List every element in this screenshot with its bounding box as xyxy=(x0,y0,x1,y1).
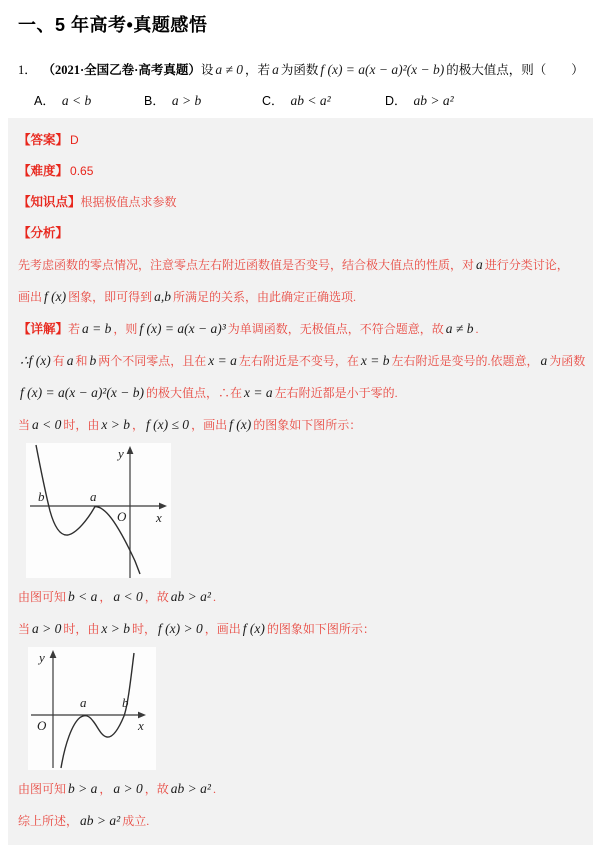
solution-line xyxy=(18,218,585,249)
text-segment: a < 0 xyxy=(113,589,143,604)
text-segment: 根据极值点求参数 xyxy=(80,195,177,209)
solution-line xyxy=(18,187,585,218)
option-b-math: a > b xyxy=(171,93,202,108)
text-segment: ，画出 xyxy=(191,418,228,432)
solution-line xyxy=(18,805,585,837)
text-segment: ab > a² xyxy=(170,781,211,796)
text-segment: x > b xyxy=(101,621,131,636)
text-segment: 进行分类讨论， xyxy=(484,258,569,272)
text-segment: ，若 xyxy=(245,63,271,77)
zero-label-b: b xyxy=(122,695,129,710)
solution-lines-bottom xyxy=(18,773,585,837)
text-segment: f (x) xyxy=(44,289,67,304)
solution-lines-top xyxy=(18,125,585,441)
text-segment: 若 xyxy=(68,322,81,336)
text-segment: ，故 xyxy=(144,590,169,604)
solution-line xyxy=(18,581,585,613)
text-segment: 左右附近都是小于零的. xyxy=(274,386,398,400)
text-segment: 当 xyxy=(18,622,31,636)
text-segment: 先考虑函数的零点情况，注意零点左右附近函数值是否变号，结合极大值点的性质，对 xyxy=(18,258,475,272)
text-segment: ， xyxy=(99,782,112,796)
solution-line xyxy=(18,409,585,441)
text-segment: b < a xyxy=(68,589,98,604)
text-segment: 左右附近是变号的.依题意， xyxy=(391,354,539,368)
text-segment: a ≠ 0 xyxy=(215,62,244,77)
text-segment: 图象，即可得到 xyxy=(68,290,153,304)
text-segment: a xyxy=(66,353,74,368)
text-segment: a xyxy=(476,257,483,272)
text-segment: 1． xyxy=(18,63,37,77)
axis-label-x: x xyxy=(156,510,162,525)
option-d-letter: D． xyxy=(385,94,407,108)
text-segment: x > b xyxy=(101,417,131,432)
text-segment: x = a xyxy=(208,353,237,368)
text-segment: a,b xyxy=(154,289,172,304)
option-a-math: a < b xyxy=(61,93,92,108)
text-segment: 所满足的关系，由此确定正确选项. xyxy=(173,290,357,304)
tangent-label-a: a xyxy=(80,695,87,710)
text-segment: 为函数 xyxy=(549,354,586,368)
cubic-curve xyxy=(61,653,134,768)
solution-line xyxy=(18,281,585,313)
option-c-letter: C． xyxy=(262,94,284,108)
origin-label: O xyxy=(117,509,127,524)
text-segment: a ≠ b xyxy=(445,321,474,336)
solution-line xyxy=(18,313,585,345)
axis-label-y: y xyxy=(39,650,45,665)
text-segment: （2021·全国乙卷·高考真题） xyxy=(48,63,201,77)
text-segment: ∴f (x) xyxy=(20,353,51,368)
question-text xyxy=(18,60,596,80)
option-c-math: ab < a² xyxy=(290,93,331,108)
text-segment: D xyxy=(70,133,79,147)
origin-label: O xyxy=(37,718,47,733)
option-a xyxy=(34,92,144,110)
tangent-label-a: a xyxy=(90,489,97,504)
option-d-math: ab > a² xyxy=(413,93,454,108)
solution-line xyxy=(18,249,585,281)
text-segment: 【知识点】 xyxy=(18,195,81,209)
text-segment: a xyxy=(272,62,279,77)
text-segment: a = b xyxy=(82,321,112,336)
text-segment: ，则 xyxy=(113,322,138,336)
text-segment: 的图象如下图所示： xyxy=(253,418,362,432)
text-segment: 成立. xyxy=(122,814,150,828)
text-segment: 【答案】 xyxy=(18,133,69,147)
text-segment: 的极大值点，∴在 xyxy=(145,386,242,400)
option-c xyxy=(262,92,385,110)
text-segment: 时， xyxy=(132,622,157,636)
text-segment: . xyxy=(475,322,479,336)
text-segment: . xyxy=(212,782,216,796)
y-axis-arrow-icon xyxy=(50,650,57,658)
text-segment: 【分析】 xyxy=(18,226,69,240)
zero-label-b: b xyxy=(38,489,45,504)
solution-line xyxy=(18,613,585,645)
text-segment: 为函数 xyxy=(280,63,319,77)
text-segment: 两个不同零点，且在 xyxy=(98,354,207,368)
text-segment: f (x) = a(x − a)²(x − b) xyxy=(20,385,144,400)
text-segment: ab > a² xyxy=(170,589,211,604)
answer-solution-block xyxy=(8,118,593,845)
text-segment: f (x) xyxy=(229,417,252,432)
text-segment: a > 0 xyxy=(32,621,62,636)
option-b xyxy=(144,92,262,110)
text-segment: ，画出 xyxy=(204,622,241,636)
text-segment: 由图可知 xyxy=(18,590,67,604)
options-row xyxy=(34,92,610,110)
text-segment: b xyxy=(89,353,97,368)
text-segment: b > a xyxy=(68,781,98,796)
text-segment: 和 xyxy=(75,354,88,368)
text-segment: 画出 xyxy=(18,290,43,304)
text-segment: 综上所述， xyxy=(18,814,79,828)
option-d xyxy=(385,92,454,110)
text-segment: 设 xyxy=(200,63,214,77)
text-segment: x = a xyxy=(243,385,273,400)
text-segment: f (x) ≤ 0 xyxy=(146,417,190,432)
text-segment: a xyxy=(540,353,548,368)
solution-line xyxy=(18,773,585,805)
text-segment: 当 xyxy=(18,418,31,432)
text-segment: f (x) = a(x − a)³ xyxy=(139,321,226,336)
text-segment: 的图象如下图所示： xyxy=(266,622,375,636)
axis-label-y: y xyxy=(118,446,124,461)
axis-label-x: x xyxy=(138,718,144,733)
text-segment: 时，由 xyxy=(63,622,100,636)
solution-line xyxy=(18,125,585,156)
text-segment: 【难度】 xyxy=(18,164,69,178)
text-segment: f (x) xyxy=(242,621,265,636)
text-segment: . xyxy=(212,590,216,604)
option-a-letter: A． xyxy=(34,94,55,108)
solution-line xyxy=(18,156,585,187)
text-segment: ab > a² xyxy=(80,813,121,828)
text-segment: a > 0 xyxy=(113,781,143,796)
text-segment: 为单调函数，无极值点，不符合题意，故 xyxy=(227,322,444,336)
solution-line xyxy=(18,345,585,377)
x-axis-arrow-icon xyxy=(159,503,167,510)
text-segment: 有 xyxy=(52,354,65,368)
text-segment: ，故 xyxy=(144,782,169,796)
text-segment: 0.65 xyxy=(70,164,94,178)
y-axis-arrow-icon xyxy=(127,446,134,454)
text-segment: ， xyxy=(99,590,112,604)
section-title: 一、5 年高考•真题感悟 xyxy=(18,15,208,35)
text-segment: x = b xyxy=(360,353,390,368)
text-segment: 左右附近是不变号，在 xyxy=(238,354,359,368)
text-segment: 【详解】 xyxy=(18,322,69,336)
text-segment: 时，由 xyxy=(63,418,100,432)
text-segment: f (x) = a(x − a)²(x − b) xyxy=(320,62,445,77)
option-b-letter: B． xyxy=(144,94,165,108)
function-graph-a-negative xyxy=(26,443,171,578)
text-segment: 由图可知 xyxy=(18,782,67,796)
solution-line xyxy=(18,377,585,409)
function-graph-a-positive xyxy=(28,647,156,770)
text-segment: f (x) > 0 xyxy=(158,621,203,636)
text-segment: ， xyxy=(132,418,145,432)
solution-lines-mid xyxy=(18,581,585,645)
text-segment: 的极大值点，则（ ） xyxy=(446,63,584,77)
text-segment: a < 0 xyxy=(32,417,62,432)
